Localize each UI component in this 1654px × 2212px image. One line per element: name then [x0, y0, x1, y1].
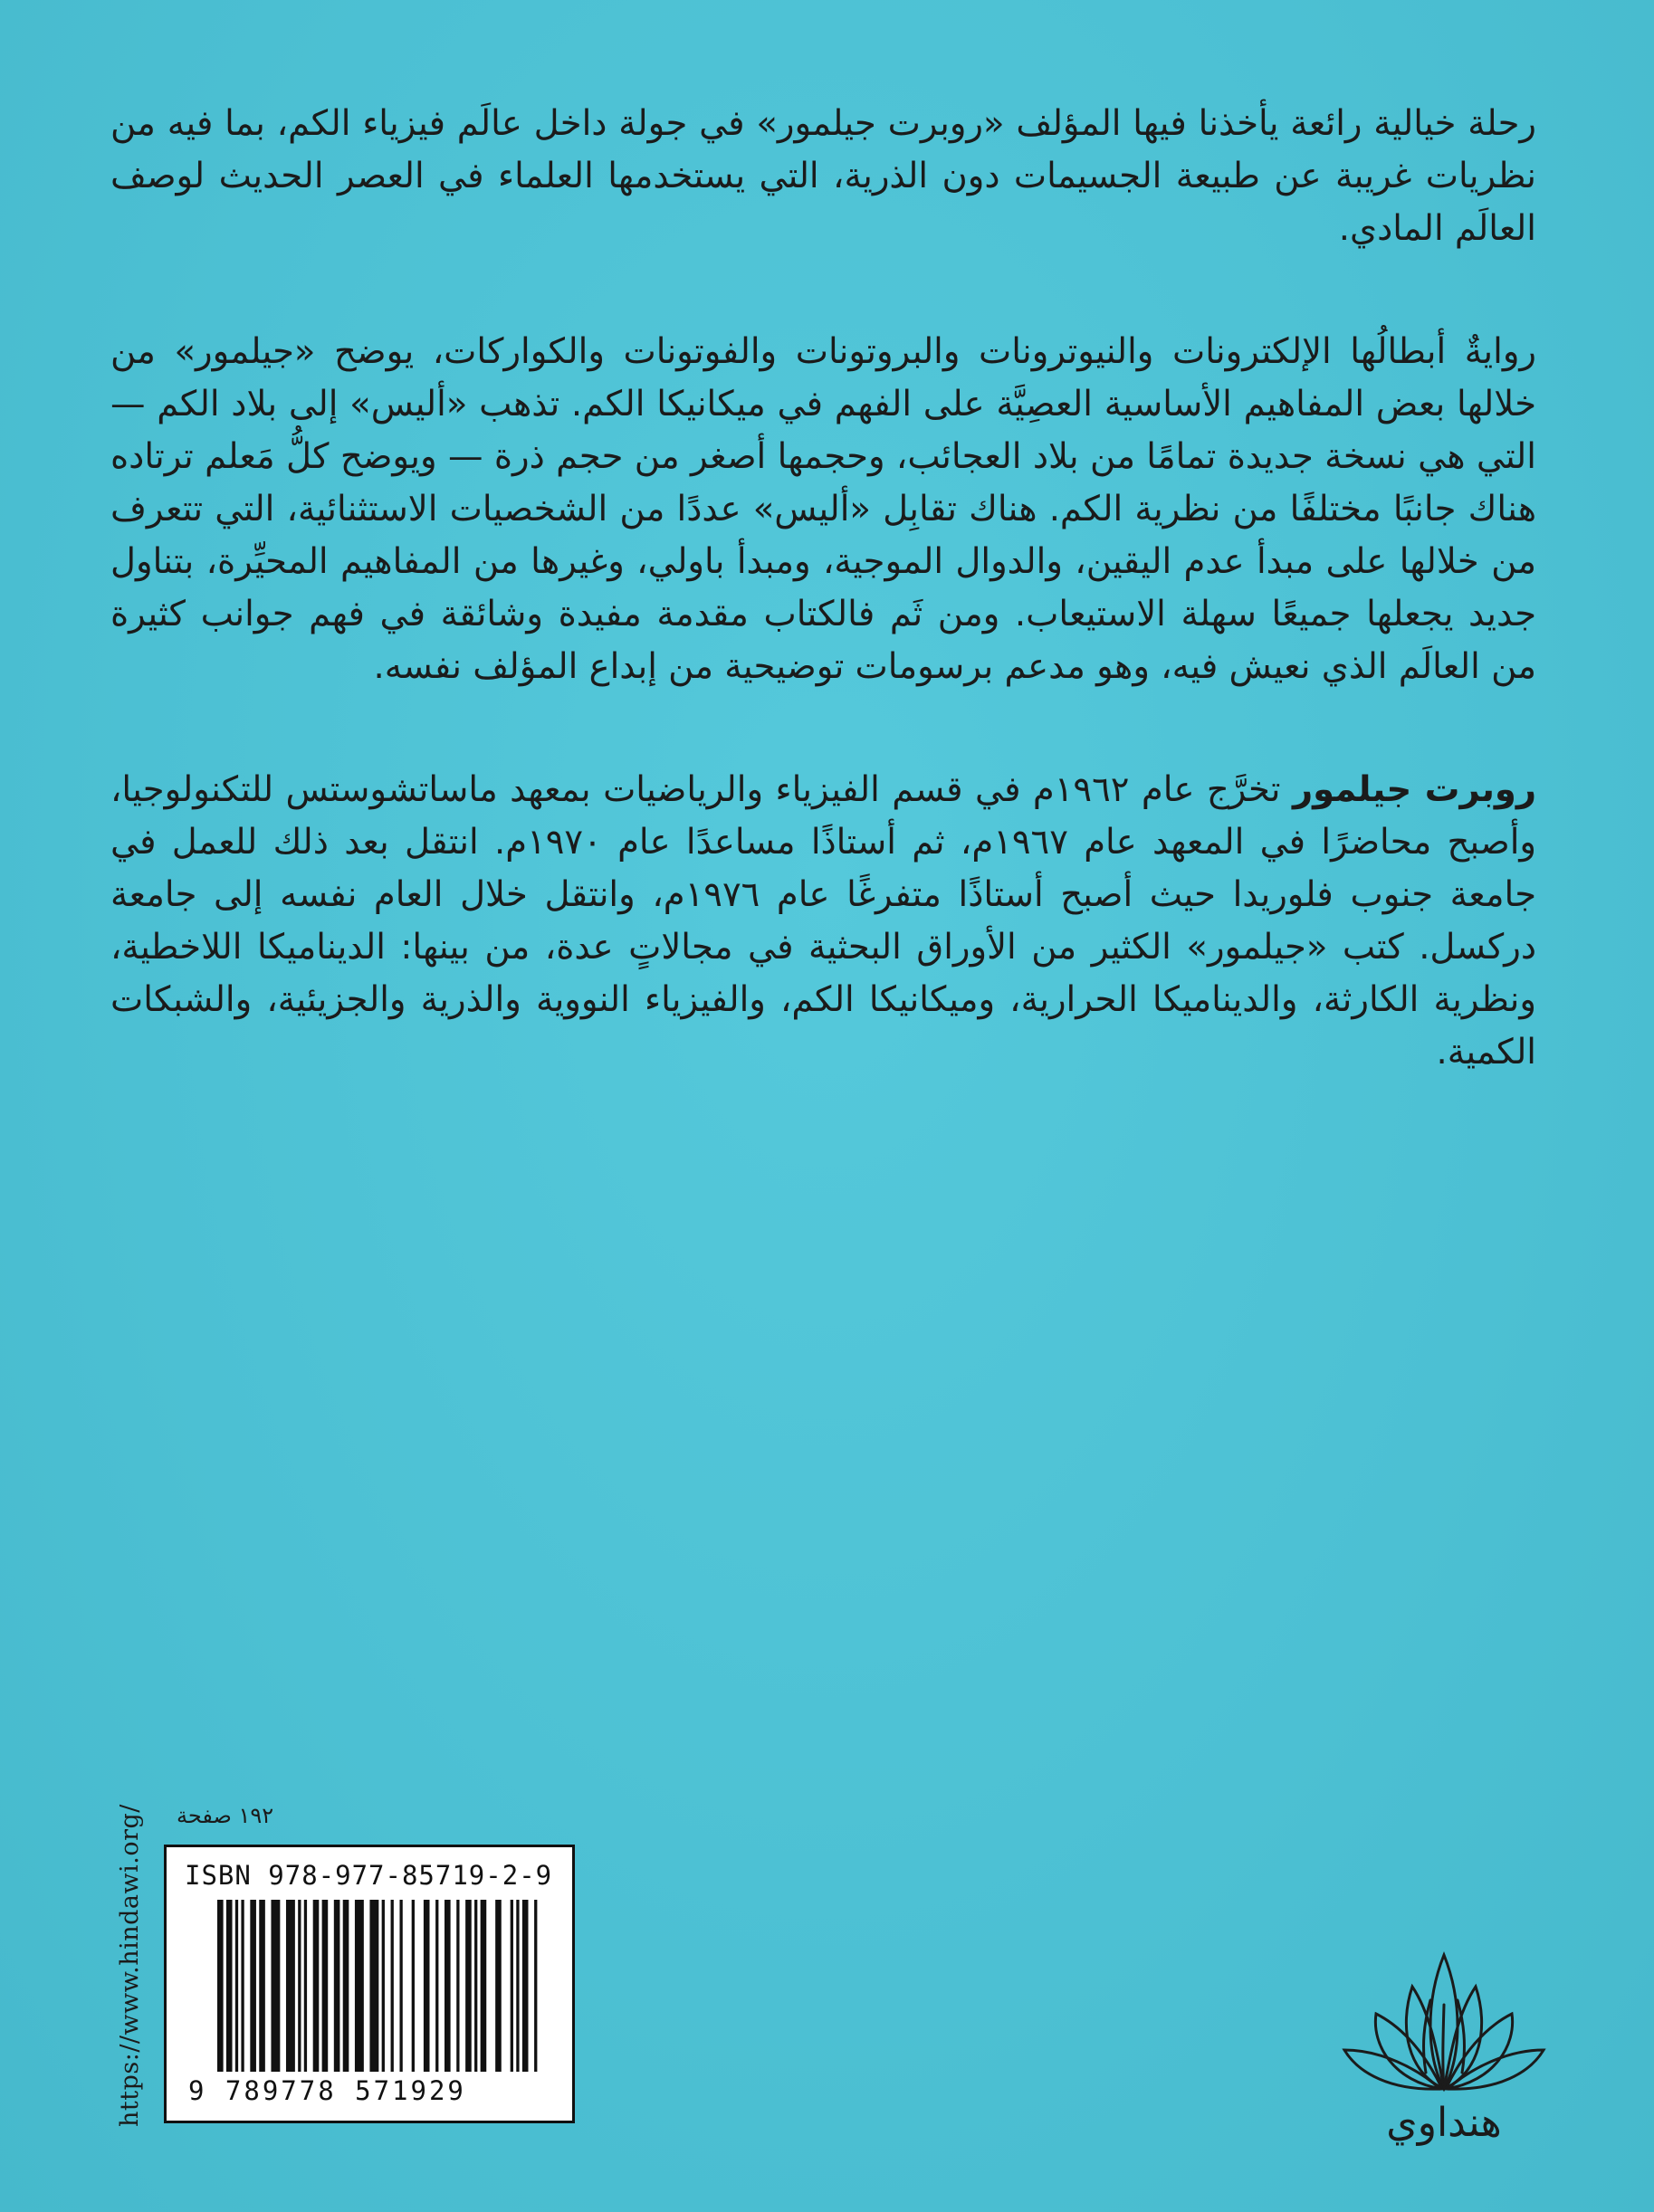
barcode-bar	[456, 1900, 459, 2072]
barcode-bar	[474, 1900, 477, 2072]
barcode-bar	[334, 1900, 340, 2072]
isbn-barcode-box	[164, 1845, 575, 2123]
barcode-bar	[271, 1900, 280, 2072]
barcode-bar	[424, 1900, 430, 2072]
isbn-label: ISBN 978-977-85719-2-9	[185, 1860, 553, 1891]
barcode-bar	[217, 1900, 224, 2072]
barcode-bar	[412, 1900, 415, 2072]
lotus-icon	[1335, 1937, 1553, 2100]
barcode-bar	[511, 1900, 513, 2072]
barcode-bar	[343, 1900, 349, 2072]
back-cover-blurb	[110, 98, 1536, 1079]
page-count: ١٩٢ صفحة	[177, 1803, 274, 1828]
barcode	[217, 1900, 543, 2072]
barcode-bar	[322, 1900, 329, 2072]
barcode-bar	[304, 1900, 307, 2072]
author-bio	[110, 764, 1536, 1079]
publisher-url[interactable]: https://www.hindawi.org/	[116, 1804, 144, 2127]
barcode-bar	[522, 1900, 529, 2072]
barcode-bar	[241, 1900, 244, 2072]
barcode-bar	[481, 1900, 487, 2072]
barcode-bar	[534, 1900, 537, 2072]
barcode-bar	[355, 1900, 364, 2072]
barcode-bar	[445, 1900, 451, 2072]
barcode-bar	[435, 1900, 438, 2072]
barcode-digits: 9 789778 571929	[188, 2075, 466, 2106]
publisher-name: هنداوي	[1386, 2100, 1502, 2146]
barcode-bar	[399, 1900, 402, 2072]
author-bio-text: تخرَّج عام ١٩٦٢م في قسم الفيزياء والرياضيات بمعهد ماساتشوستس للتكنولوجيا، وأصبح محاضرًا في المعهد عام ١٩٦٧م، ثم أستاذًا مساعدًا عام ١٩٧٠م. انتقل بعد ذلك للعمل في جامعة جنوب فلوريدا حيث أصبح أستاذًا متفرغًا عام ١٩٧٦م، وانتقل خلال العام نفسه إلى جامعة دركسل. كتب «جيلمور» الكثير من الأوراق البحثية في مجالاتٍ عدة، من بينها: الديناميكا اللاخطية، ونظرية الكارثة، والديناميكا الحرارية، وميكانيكا الكم، والفيزياء النووية والذرية والجزيئية، والشبكات الكمية.	[110, 769, 1536, 1073]
barcode-bar	[250, 1900, 256, 2072]
blurb-paragraph-story: روايةٌ أبطالُها الإلكترونات والنيوترونات والبروتونات والفوتونات والكواركات، يوضح «جيلمور» من خلالها بعض المفاهيم الأساسية العصِيَّة على الفهم في ميكانيكا الكم. تذهب «أليس» إلى بلاد الكم — التي هي نسخة جديدة تمامًا من بلاد العجائب، وحجمها أصغر من حجم ذرة — ويوضح كلُّ مَعلم ترتاده هناك جانبًا مختلفًا من نظرية الكم. هناك تقابِل «أليس» عددًا من الشخصيات الاستثنائية، التي تتعرف من خلالها على مبدأ عدم اليقين، والدوال الموجية، ومبدأ باولي، وغيرها من المفاهيم المحيِّرة، بتناول جديد يجعلها جميعًا سهلة الاستيعاب. ومن ثَم فالكتاب مقدمة مفيدة وشائقة في فهم جوانب كثيرة من العالَم الذي نعيش فيه، وهو مدعم برسومات توضيحية من إبداع المؤلف نفسه.	[110, 331, 1536, 687]
barcode-bar	[391, 1900, 394, 2072]
barcode-bar	[286, 1900, 295, 2072]
barcode-bar	[495, 1900, 502, 2072]
blurb-paragraph-intro: رحلة خيالية رائعة يأخذنا فيها المؤلف «روبرت جيلمور» في جولة داخل عالَم فيزياء الكم، بما فيه من نظريات غريبة عن طبيعة الجسيمات دون الذرية، التي يستخدمها العلماء في العصر الحديث لوصف العالَم المادي.	[110, 103, 1536, 249]
barcode-bar	[259, 1900, 265, 2072]
author-name: روبرت جيلمور	[1292, 769, 1537, 810]
barcode-bar	[235, 1900, 238, 2072]
barcode-bar	[382, 1900, 385, 2072]
barcode-bar	[298, 1900, 301, 2072]
barcode-bar	[369, 1900, 378, 2072]
barcode-bar	[516, 1900, 519, 2072]
barcode-bar	[226, 1900, 233, 2072]
barcode-bar	[313, 1900, 320, 2072]
barcode-bar	[465, 1900, 472, 2072]
